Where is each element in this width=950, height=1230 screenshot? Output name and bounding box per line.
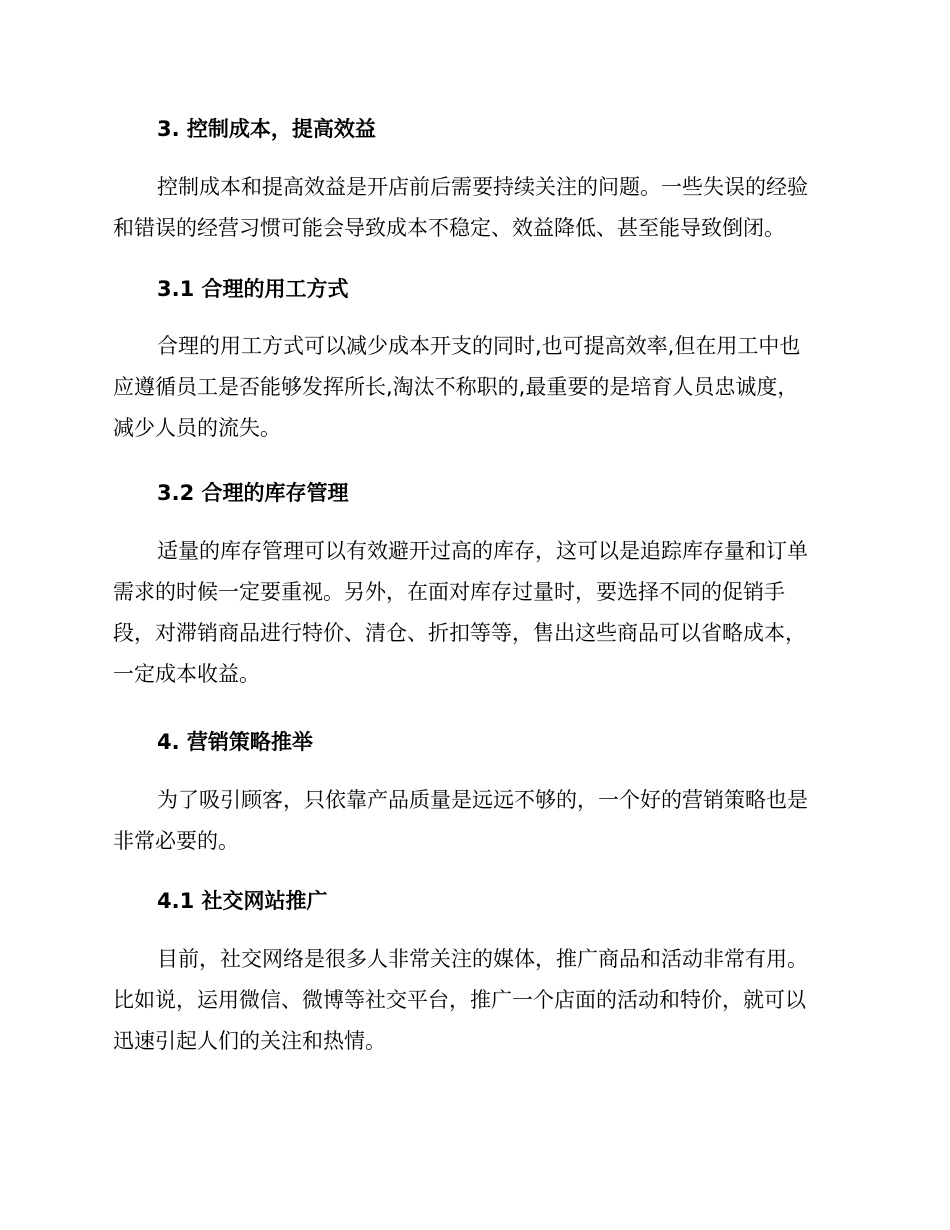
section-heading-3: 3. 控制成本，提高效益 — [157, 117, 376, 141]
paragraph-line: 减少人员的流失。 — [113, 416, 281, 440]
paragraph-line: 非常必要的。 — [113, 829, 239, 853]
paragraph-line: 和错误的经营习惯可能会导致成本不稳定、效益降低、甚至能导致倒闭。 — [113, 216, 785, 240]
section-paragraph-3-1 — [113, 326, 838, 449]
paragraph-line: 合理的用工方式可以减少成本开支的同时,也可提高效率,但在用工中也 — [157, 334, 801, 358]
section-heading-4-1: 4.1 社交网站推广 — [157, 889, 328, 913]
section-paragraph-4 — [113, 780, 838, 862]
paragraph-line: 为了吸引顾客，只依靠产品质量是远远不够的，一个好的营销策略也是 — [157, 788, 808, 812]
section-heading-4: 4. 营销策略推举 — [157, 730, 313, 754]
paragraph-line: 需求的时候一定要重视。另外，在面对库存过量时，要选择不同的促销手 — [113, 580, 785, 604]
paragraph-line: 比如说，运用微信、微博等社交平台，推广一个店面的活动和特价，就可以 — [113, 988, 806, 1012]
paragraph-line: 段，对滞销商品进行特价、清仓、折扣等等，售出这些商品可以省略成本， — [113, 621, 806, 645]
paragraph-line: 应遵循员工是否能够发挥所长,淘汰不称职的,最重要的是培育人员忠诚度， — [113, 375, 799, 399]
section-paragraph-4-1 — [113, 939, 838, 1062]
section-paragraph-3 — [113, 167, 838, 249]
section-paragraph-3-2 — [113, 531, 838, 695]
paragraph-line: 一定成本收益。 — [113, 662, 260, 686]
section-heading-3-1: 3.1 合理的用工方式 — [157, 277, 349, 301]
paragraph-line: 迅速引起人们的关注和热情。 — [113, 1029, 386, 1053]
paragraph-line: 目前，社交网络是很多人非常关注的媒体，推广商品和活动非常有用。 — [157, 947, 808, 971]
paragraph-line: 控制成本和提高效益是开店前后需要持续关注的问题。一些失误的经验 — [157, 175, 808, 199]
paragraph-line: 适量的库存管理可以有效避开过高的库存，这可以是追踪库存量和订单 — [157, 539, 808, 563]
section-heading-3-2: 3.2 合理的库存管理 — [157, 481, 349, 505]
